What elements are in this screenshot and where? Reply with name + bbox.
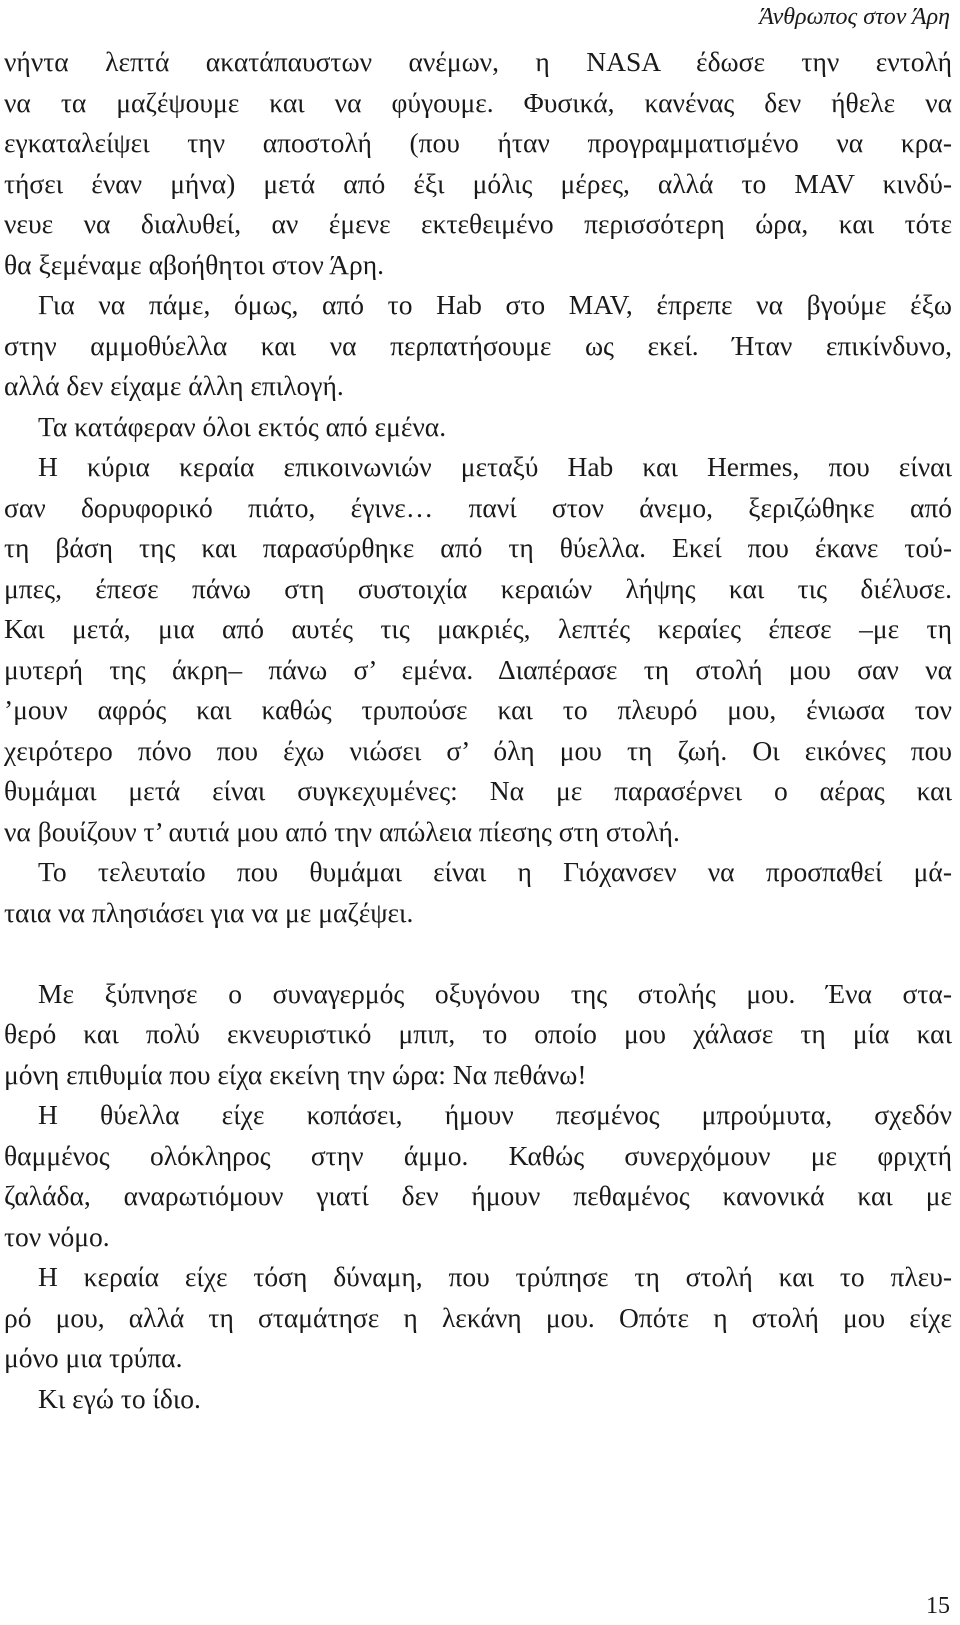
text-line: ρό μου, αλλά τη σταμάτησε η λεκάνη μου. Οπότε η στολή μου είχε [4, 1301, 952, 1333]
text-line: ταια να πλησιάσει για να με μαζέψει. [4, 896, 414, 928]
text-line: θα ξεμέναμε αβοήθητοι στον Άρη. [4, 248, 384, 280]
text-line: νευε να διαλυθεί, αν έμενε εκτεθειμένο περισσότερη ώρα, και τότε [4, 208, 952, 239]
text-line: μπες, έπεσε πάνω στη συστοιχία κεραιών λήψης και τις διέλυσε. [4, 572, 952, 604]
text-line: να τα μαζέψουμε και να φύγουμε. Φυσικά, κανένας δεν ήθελε να [4, 86, 952, 118]
text-line: ’μουν αφρός και καθώς τρυπούσε και το πλευρό μου, ένιωσα τον [4, 694, 952, 725]
text-line: να βουίζουν τ’ αυτιά μου από την απώλεια πίεσης στη στολή. [4, 815, 680, 847]
text-line: Τα κατάφεραν όλοι εκτός από εμένα. [38, 410, 447, 442]
text-line: Κι εγώ το ίδιο. [38, 1382, 201, 1414]
text-line: μόνο μια τρύπα. [4, 1342, 183, 1373]
text-line: στην αμμοθύελλα και να περπατήσουμε ως εκεί. Ήταν επικίνδυνο, [4, 329, 952, 361]
running-header: Άνθρωπος στον Άρη [759, 4, 950, 30]
text-line: μόνη επιθυμία που είχα εκείνη την ώρα: Να πεθάνω! [4, 1058, 587, 1090]
text-line: ζαλάδα, αναρωτιόμουν γιατί δεν ήμουν πεθαμένος κανονικά και με [4, 1180, 952, 1211]
text-line: Το τελευταίο που θυμάμαι είναι η Γιόχανσεν να προσπαθεί μά- [38, 856, 952, 887]
text-line: χειρότερο πόνο που έχω νιώσει σ’ όλη μου τη ζωή. Οι εικόνες που [4, 734, 952, 766]
text-line: μυτερή της άκρη– πάνω σ’ εμένα. Διαπέρασε τη στολή μου σαν να [4, 653, 952, 685]
page-body [4, 42, 952, 1419]
text-line: σαν δορυφορικό πιάτο, έγινε… πανί στον άνεμο, ξεριζώθηκε από [4, 491, 952, 523]
page-number: 15 [926, 1593, 950, 1619]
text-line: νήντα λεπτά ακατάπαυστων ανέμων, η NASA έδωσε την εντολή [4, 46, 952, 77]
text-line: αλλά δεν είχαμε άλλη επιλογή. [4, 370, 344, 401]
text-line: Η κύρια κεραία επικοινωνιών μεταξύ Hab και Hermes, που είναι [38, 451, 952, 482]
section-break [4, 933, 952, 974]
text-line: τήσει έναν μήνα) μετά από έξι μόλις μέρες, αλλά το MAV κινδύ- [4, 167, 952, 199]
text-line: θαμμένος ολόκληρος στην άμμο. Καθώς συνερχόμουν με φριχτή [4, 1139, 952, 1171]
text-line: Για να πάμε, όμως, από το Hab στο MAV, έπρεπε να βγούμε έξω [38, 289, 952, 320]
text-line: τη βάση της και παρασύρθηκε από τη θύελλα. Εκεί που έκανε τού- [4, 532, 952, 563]
text-line: θερό και πολύ εκνευριστικό μπιπ, το οποίο μου χάλασε τη μία και [4, 1018, 952, 1049]
text-line: Η θύελλα είχε κοπάσει, ήμουν πεσμένος μπρούμυτα, σχεδόν [38, 1099, 952, 1130]
text-line: θυμάμαι μετά είναι συγκεχυμένες: Να με παρασέρνει ο αέρας και [4, 775, 952, 806]
text-line: τον νόμο. [4, 1220, 110, 1252]
text-line: εγκαταλείψει την αποστολή (που ήταν προγραμματισμένο να κρα- [4, 127, 952, 158]
text-line: Και μετά, μια από αυτές τις μακριές, λεπτές κεραίες έπεσε –με τη [4, 613, 952, 644]
text-line: Η κεραία είχε τόση δύναμη, που τρύπησε τη στολή και το πλευ- [38, 1261, 952, 1292]
text-line: Με ξύπνησε ο συναγερμός οξυγόνου της στολής μου. Ένα στα- [38, 977, 952, 1009]
